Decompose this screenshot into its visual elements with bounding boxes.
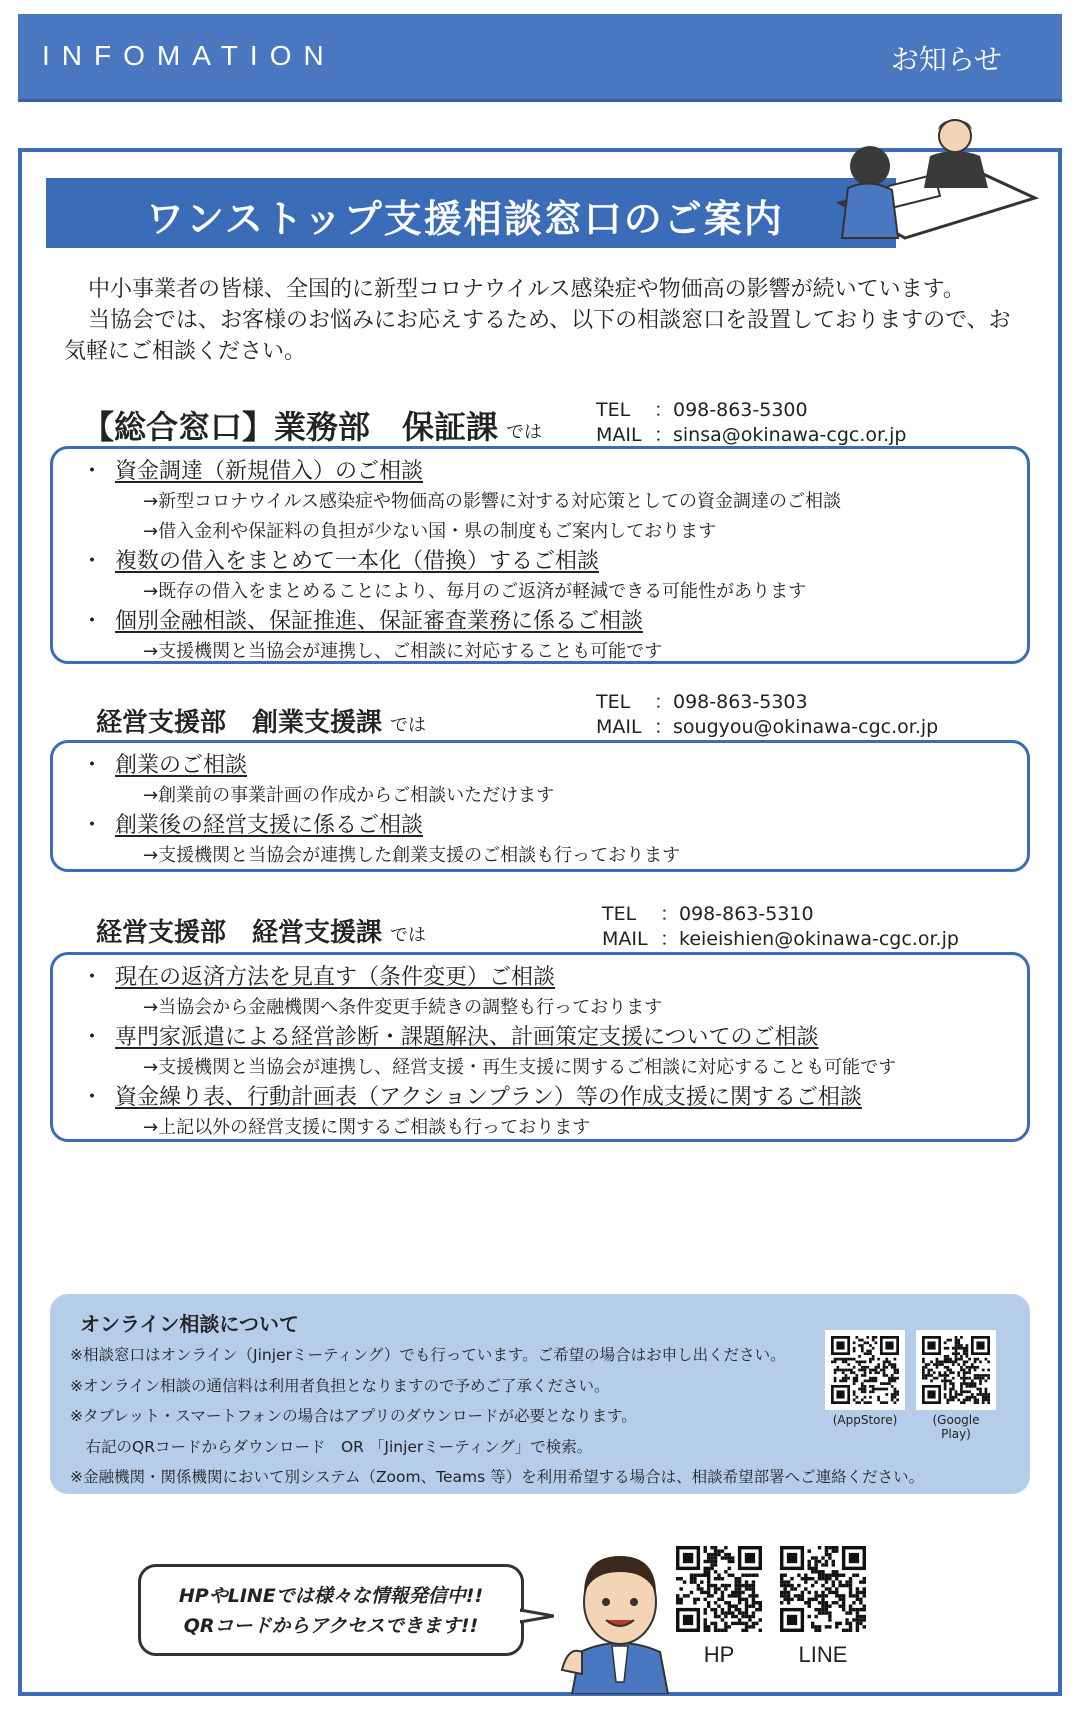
list-item-detail: →支援機関と当協会が連携し、ご相談に対応することも可能です <box>143 641 663 662</box>
qr-caption: HP <box>703 1642 735 1667</box>
section-heading <box>96 912 426 949</box>
qr-code-icon[interactable] <box>676 1546 762 1632</box>
bubble-line: QRコードからアクセスできます!! <box>183 1615 479 1637</box>
consultation-illustration <box>820 108 1040 268</box>
qr-code-icon[interactable] <box>825 1330 905 1410</box>
section-heading <box>82 402 542 448</box>
speech-bubble <box>138 1564 524 1656</box>
tel-number: ：098-863-5310 <box>660 903 814 925</box>
intro-text <box>64 274 1024 367</box>
mail-address[interactable]: ：sinsa@okinawa-cgc.or.jp <box>654 424 907 446</box>
header-title-en: INFOMATION <box>42 40 336 71</box>
qr-code-icon[interactable] <box>916 1330 996 1410</box>
list-item: ・ 資金調達（新規借入）のご相談 <box>81 457 1007 487</box>
list-item-detail: →借入金利や保証料の負担が少ない国・県の制度もご案内しております <box>143 521 717 542</box>
online-consultation-panel <box>50 1294 1030 1494</box>
online-note: ※タブレット・スマートフォンの場合はアプリのダウンロードが必要となります。 <box>70 1407 637 1425</box>
online-note: ※オンライン相談の通信料は利用者負担となりますので予めご了承ください。 <box>70 1376 610 1395</box>
section-prefix: 【総合窓口】 <box>82 408 275 446</box>
header-bar <box>18 14 1062 102</box>
title-banner <box>46 178 896 248</box>
list-item: ・ 個別金融相談、保証推進、保証審査業務に係るご相談 <box>81 607 1007 637</box>
section-heading <box>96 702 426 739</box>
consultation-box <box>50 740 1030 872</box>
online-note: 右記のQRコードからダウンロード OR 「Jinjerミーティング」で検索。 <box>70 1437 593 1456</box>
consultation-box <box>50 952 1030 1142</box>
mail-address[interactable]: ：keieishien@okinawa-cgc.or.jp <box>660 928 959 950</box>
consultation-box <box>50 446 1030 664</box>
tel-label: TEL <box>602 903 637 925</box>
section-name: 業務部 保証課 <box>274 408 499 446</box>
list-item-detail: →創業前の事業計画の作成からご相談いただけます <box>143 785 555 806</box>
tel-label: TEL <box>596 399 631 421</box>
intro-paragraph-1: 中小事業者の皆様、全国的に新型コロナウイルス感染症や物価高の影響が続いています。 <box>88 277 965 302</box>
mail-label: MAIL <box>602 928 648 950</box>
qr-caption: (AppStore) <box>832 1413 898 1427</box>
list-item: ・ 専門家派遣による経営診断・課題解決、計画策定支援についてのご相談 <box>81 1023 1007 1053</box>
section-suffix: では <box>390 925 427 946</box>
mail-label: MAIL <box>596 424 642 446</box>
mascot-character-icon <box>560 1542 680 1694</box>
bubble-line: HPやLINEでは様々な情報発信中!! <box>178 1585 484 1607</box>
list-item: ・ 創業後の経営支援に係るご相談 <box>81 811 1007 841</box>
qr-line[interactable] <box>780 1546 866 1668</box>
tel-number: ：098-863-5300 <box>654 399 808 421</box>
mail-address[interactable]: ：sougyou@okinawa-cgc.or.jp <box>654 716 939 738</box>
contact-info <box>602 902 959 952</box>
list-item-detail: →既存の借入をまとめることにより、毎月のご返済が軽減できる可能性があります <box>143 581 807 602</box>
bubble-tail-icon <box>520 1608 554 1624</box>
list-item: ・ 複数の借入をまとめて一本化（借換）するご相談 <box>81 547 1007 577</box>
qr-caption: LINE <box>798 1642 848 1667</box>
contact-info <box>596 398 906 448</box>
list-item-detail: →新型コロナウイルス感染症や物価高の影響に対する対応策としての資金調達のご相談 <box>143 491 841 512</box>
section-name: 経営支援部 創業支援課 <box>96 708 383 738</box>
list-item-detail: →支援機関と当協会が連携した創業支援のご相談も行っております <box>143 845 681 866</box>
section-suffix: では <box>390 715 427 736</box>
list-item-detail: →当協会から金融機関へ条件変更手続きの調整も行っております <box>143 997 663 1018</box>
qr-caption: (Google Play) <box>932 1413 980 1441</box>
contact-info <box>596 690 938 740</box>
tel-label: TEL <box>596 691 631 713</box>
mail-label: MAIL <box>596 716 642 738</box>
list-item: ・ 創業のご相談 <box>81 751 1007 781</box>
list-item-detail: →支援機関と当協会が連携し、経営支援・再生支援に関するご相談に対応することも可能です <box>143 1057 897 1078</box>
list-item-detail: →上記以外の経営支援に関するご相談も行っております <box>143 1117 591 1138</box>
tel-number: ：098-863-5303 <box>654 691 808 713</box>
header-title-jp: お知らせ <box>890 43 1002 76</box>
section-suffix: では <box>506 422 543 443</box>
page-title: ワンストップ支援相談窓口のご案内 <box>146 197 784 241</box>
qr-code-icon[interactable] <box>780 1546 866 1632</box>
online-note: ※相談窓口はオンライン（Jinjerミーティング）でも行っています。ご希望の場合はお申し出ください。 <box>70 1346 786 1364</box>
qr-appstore[interactable] <box>825 1330 905 1427</box>
list-item: ・ 資金繰り表、行動計画表（アクションプラン）等の作成支援に関するご相談 <box>81 1083 1007 1113</box>
online-note: ※金融機関・関係機関において別システム（Zoom、Teams 等）を利用希望する場合は、相談希望部署へご連絡ください。 <box>70 1468 925 1486</box>
qr-hp[interactable] <box>676 1546 762 1668</box>
online-title: オンライン相談について <box>80 1312 299 1336</box>
section-name: 経営支援部 経営支援課 <box>96 918 383 948</box>
online-notes <box>70 1340 924 1493</box>
qr-googleplay[interactable] <box>916 1330 996 1441</box>
list-item: ・ 現在の返済方法を見直す（条件変更）ご相談 <box>81 963 1007 993</box>
intro-paragraph-2: 当協会では、お客様のお悩みにお応えするため、以下の相談窓口を設置しておりますので、お気軽にご相談ください。 <box>64 308 1011 364</box>
